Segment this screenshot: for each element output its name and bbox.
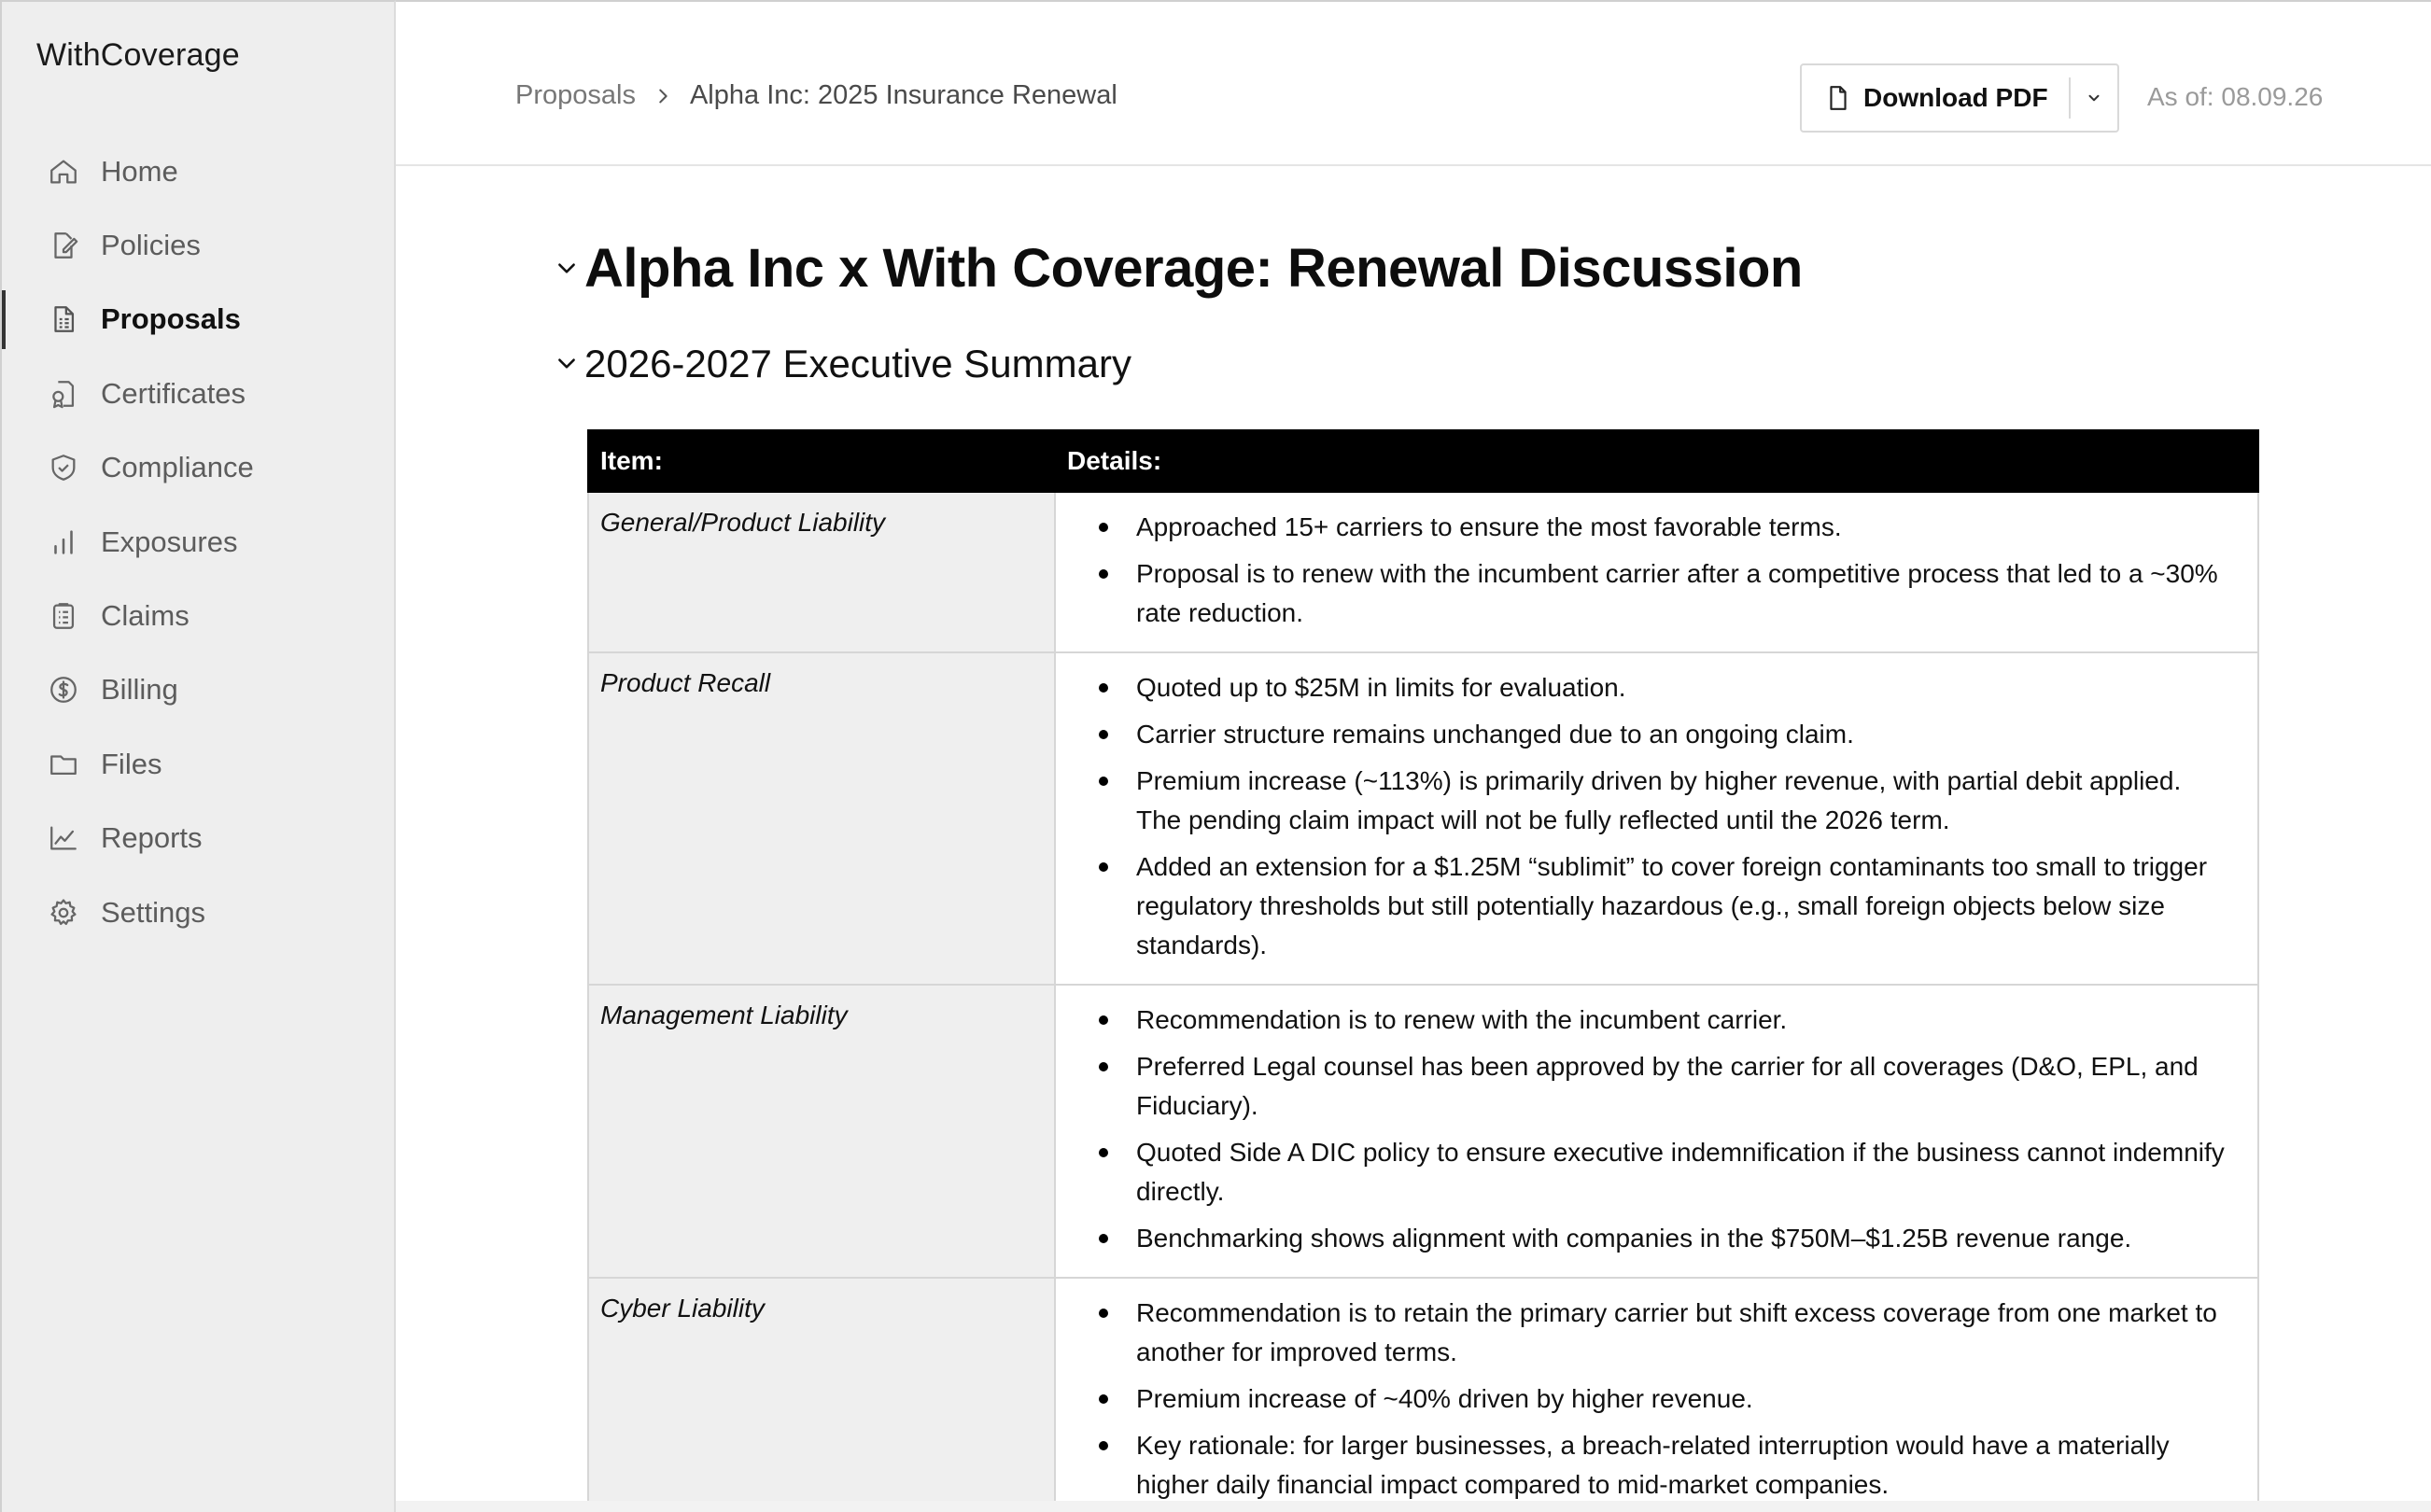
document-edit-icon — [47, 229, 80, 262]
sidebar-item-certificates[interactable] — [2, 357, 398, 430]
sidebar-item-label: Home — [101, 154, 178, 188]
home-icon — [47, 155, 80, 189]
table-header-row — [588, 430, 2258, 492]
sidebar-item-settings[interactable] — [2, 875, 398, 949]
sidebar-item-label: Files — [101, 747, 162, 780]
main-content — [396, 168, 2431, 1503]
table-row — [588, 652, 2258, 985]
row-item-label: Product Recall — [588, 652, 1055, 985]
download-pdf-split-button — [1800, 63, 2119, 133]
list-item: Quoted up to $25M in limits for evaluation. — [1067, 668, 2229, 707]
collapse-section-toggle[interactable] — [553, 350, 581, 378]
breadcrumb-link-proposals[interactable]: Proposals — [515, 80, 636, 110]
chevron-down-icon — [2086, 90, 2102, 106]
sidebar-item-compliance[interactable] — [2, 431, 398, 505]
sidebar-item-label: Reports — [101, 821, 203, 855]
list-item: Benchmarking shows alignment with companies in the $750M–$1.25B revenue range. — [1067, 1219, 2229, 1258]
sidebar-item-label: Policies — [101, 229, 201, 262]
proposal-document-icon — [47, 302, 80, 336]
table-row — [588, 492, 2258, 652]
column-header-item: Item: — [588, 430, 1055, 492]
sidebar-item-policies[interactable] — [2, 208, 398, 282]
breadcrumb — [515, 80, 1117, 111]
list-item: Premium increase (~113%) is primarily driven by higher revenue, with partial debit applied. The pending claim impact will not be fully reflected until the 2026 term. — [1067, 762, 2229, 840]
executive-summary-table — [587, 429, 2259, 1503]
sidebar-item-label: Billing — [101, 673, 178, 707]
page-title: Alpha Inc x With Coverage: Renewal Discussion — [584, 238, 1803, 299]
sidebar-item-label: Proposals — [101, 302, 241, 336]
row-details — [1055, 1278, 2258, 1503]
table-row — [588, 1278, 2258, 1503]
top-header — [396, 0, 2431, 166]
section-title: 2026-2027 Executive Summary — [584, 342, 1131, 385]
brand-logo-text[interactable]: WithCoverage — [36, 37, 240, 73]
sidebar-item-billing[interactable] — [2, 653, 398, 727]
details-list — [1067, 668, 2229, 965]
horizontal-scrollbar-track[interactable] — [396, 1501, 2431, 1512]
list-item: Preferred Legal counsel has been approved by the carrier for all coverages (D&O, EPL, and Fiduciary). — [1067, 1047, 2229, 1126]
row-details — [1055, 985, 2258, 1278]
collapse-title-toggle[interactable] — [553, 255, 581, 283]
row-item-label: General/Product Liability — [588, 492, 1055, 652]
row-details — [1055, 492, 2258, 652]
file-icon — [1826, 85, 1850, 111]
list-item: Added an extension for a $1.25M “sublimit” to cover foreign contaminants too small to trigger regulatory thresholds but still potentially hazardous (e.g., small foreign objects below size standards). — [1067, 847, 2229, 965]
gear-icon — [47, 896, 80, 930]
line-chart-icon — [47, 821, 80, 855]
sidebar — [0, 0, 396, 1512]
list-item: Carrier structure remains unchanged due to an ongoing claim. — [1067, 715, 2229, 754]
row-details — [1055, 652, 2258, 985]
list-item: Recommendation is to retain the primary carrier but shift excess coverage from one market to another for improved terms. — [1067, 1294, 2229, 1372]
sidebar-item-claims[interactable] — [2, 579, 398, 652]
chevron-down-icon — [555, 352, 579, 376]
sidebar-nav — [2, 134, 398, 949]
sidebar-item-label: Certificates — [101, 376, 246, 410]
sidebar-item-label: Claims — [101, 599, 190, 633]
table-row — [588, 985, 2258, 1278]
sidebar-item-label: Exposures — [101, 525, 238, 558]
download-pdf-label: Download PDF — [1863, 83, 2048, 112]
list-item: Approached 15+ carriers to ensure the most favorable terms. — [1067, 508, 2229, 547]
details-list — [1067, 1001, 2229, 1258]
list-item: Recommendation is to renew with the incumbent carrier. — [1067, 1001, 2229, 1040]
sidebar-item-home[interactable] — [2, 134, 398, 208]
details-list — [1067, 1294, 2229, 1503]
chevron-down-icon — [555, 257, 579, 281]
sidebar-item-proposals[interactable] — [2, 283, 398, 357]
section-title-row — [553, 342, 1131, 386]
details-list — [1067, 508, 2229, 633]
sidebar-item-files[interactable] — [2, 727, 398, 801]
as-of-date: As of: 08.09.26 — [2147, 82, 2324, 111]
chevron-right-icon — [653, 86, 673, 106]
sidebar-item-label: Settings — [101, 895, 206, 929]
list-item: Premium increase of ~40% driven by higher revenue. — [1067, 1379, 2229, 1419]
shield-check-icon — [47, 451, 80, 484]
clipboard-icon — [47, 599, 80, 633]
download-options-dropdown[interactable] — [2071, 65, 2117, 131]
list-item: Quoted Side A DIC policy to ensure executive indemnification if the business cannot indemnify directly. — [1067, 1133, 2229, 1211]
sidebar-item-label: Compliance — [101, 451, 254, 484]
list-item: Proposal is to renew with the incumbent carrier after a competitive process that led to a ~30% rate reduction. — [1067, 554, 2229, 633]
list-item: Key rationale: for larger businesses, a breach-related interruption would have a materially higher daily financial impact compared to mid-market companies. — [1067, 1426, 2229, 1503]
title-row — [553, 237, 1803, 300]
breadcrumb-current: Alpha Inc: 2025 Insurance Renewal — [689, 80, 1117, 110]
sidebar-item-reports[interactable] — [2, 802, 398, 875]
certificate-icon — [47, 377, 80, 411]
download-pdf-button[interactable] — [1802, 65, 2069, 131]
row-item-label: Cyber Liability — [588, 1278, 1055, 1503]
bar-chart-icon — [47, 525, 80, 559]
dollar-circle-icon — [47, 673, 80, 707]
sidebar-item-exposures[interactable] — [2, 505, 398, 579]
folder-icon — [47, 748, 80, 781]
column-header-details: Details: — [1055, 430, 2258, 492]
row-item-label: Management Liability — [588, 985, 1055, 1278]
